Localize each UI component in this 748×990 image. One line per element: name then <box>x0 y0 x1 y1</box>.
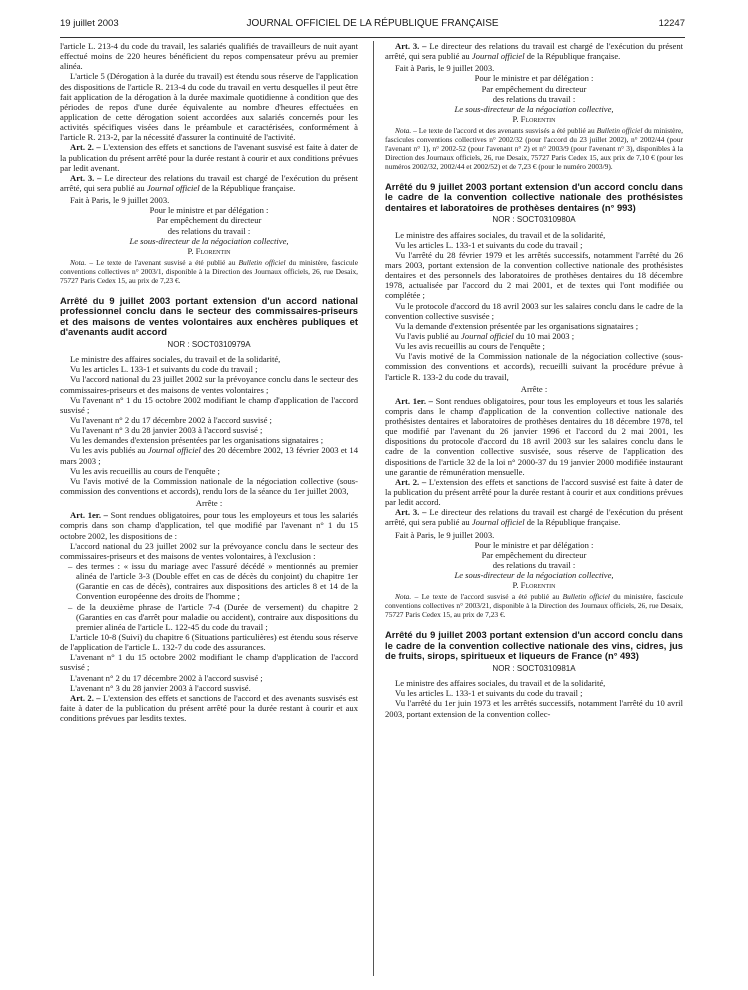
paragraph: L'avenant n° 2 du 17 décembre 2002 à l'accord susvisé ; <box>70 672 263 683</box>
paragraph: Vu l'arrêté du 1er juin 1973 et les arrêtés successifs, notamment l'arrêté du 10 avril 2003, portant extension de la convention collec- <box>385 698 683 719</box>
decree-title: Arrêté du 9 juillet 2003 portant extension d'un accord conclu dans le cadre de la convention collective nationale des vins, cidres, jus de fruits, sirops, spiritueux et liqueurs de France (n° 493) <box>385 629 683 662</box>
paragraph: Vu l'avenant n° 3 du 28 janvier 2003 à l'accord susvisé ; <box>70 425 263 436</box>
paragraph: Vu l'accord national du 23 juillet 2002 sur la prévoyance conclu dans le secteur des commissaires-priseurs et des maisons de ventes volontaires ; <box>60 374 358 395</box>
article-3: Art. 3. – Le directeur des relations du travail est chargé de l'exécution du présent arrêté, qui sera publié au Journal officiel de la République française. <box>60 172 359 193</box>
paragraph: Vu l'avis motivé de la Commission nationale de la négociation collective (sous-commission des conventions et accords), recueilli suivant la procédure prévue à l'article R. 133-2 du code du travail, <box>385 351 683 382</box>
arrete-heading: Arrête : <box>520 383 548 394</box>
article-2: Art. 2. – L'extension des effets et sanctions de l'accord et des avenants susvisés est faite à dater de la publication du présent arrêté pour la durée restant à courir et aux conditions prévues par lesdits textes. <box>60 692 358 724</box>
page-number: 12247 <box>658 18 685 29</box>
decree-title: Arrêté du 9 juillet 2003 portant extension d'un accord national professionnel conclu dans le secteur des commissaires-priseurs et des maisons de ventes volontaires aux enchères publiques et d'avenants audit accord <box>60 294 358 338</box>
right-column <box>385 41 683 719</box>
paragraph: Vu l'avenant n° 2 du 17 décembre 2002 à l'accord susvisé ; <box>70 414 272 425</box>
article-2: Art. 2. – L'extension des effets et sanctions de l'avenant susvisé est faite à dater de la publication du présent arrêté pour la durée restant à courir et aux conditions prévues par ledit avenant. <box>60 142 358 173</box>
signature-date: Fait à Paris, le 9 juillet 2003. <box>395 63 495 74</box>
paragraph: Vu les articles L. 133-1 et suivants du code du travail ; <box>395 239 583 250</box>
header-date: 19 juillet 2003 <box>60 18 119 29</box>
decree-title: Arrêté du 9 juillet 2003 portant extension d'un accord conclu dans le cadre de la convention collective nationale des prothésistes dentaires et laboratoires de prothèses dentaires (n° 993) <box>385 180 683 213</box>
list-item: – de la deuxième phrase de l'article 7-4 (Durée de versement) du chapitre 2 (Garanties en cas d'arrêt pour maladie ou accident), contraire aux dispositions du premier alinéa de l'article L. 122-45 du code du travail ; <box>68 601 358 632</box>
paragraph: Vu l'arrêté du 28 février 1979 et les arrêtés successifs, notamment l'arrêté du 26 mars 2003, portant extension de la convention collective nationale des prothésistes dentaires et des personnels des laboratoires de prothèses dentaires du 18 décembre 1978, actualisée par l'accord du 2 mai 2001, et de textes qui l'ont modifiée ou complétée ; <box>385 249 683 301</box>
signature-block: Pour le ministre et par délégation : Par empêchement du directeur des relations du travail : Le sous-directeur de la négociation collective, P. Florentin <box>385 73 683 124</box>
paragraph: L'avenant n° 3 du 28 janvier 2003 à l'accord susvisé. <box>70 682 251 693</box>
article-1: Art. 1er. – Sont rendues obligatoires, pour tous les employeurs et tous les salariés compris dans son champ d'application, tel que modifié par l'avenant n° 1 du 15 octobre 2002, les dispositions de : <box>60 510 358 541</box>
paragraph: L'article 5 (Dérogation à la durée du travail) est étendu sous réserve de l'application des dispositions de l'article R. 213-4 du code du travail en vertu desquelles il peut être fait application de la dérogation à la durée maximale quotidienne à condition que des périodes de repos d'une durée équivalente au nombre d'heures effectuées en application de cette dérogation soient accordées aux salariés concernés pour les activités spécifiques visées dans le préambule et caractérisées, conformément à l'article R. 213-2, par la nécessité d'assurer la continuité de l'activité. <box>60 71 358 143</box>
nor-reference: NOR : SOCT0310980A <box>492 215 576 225</box>
nota: Nota. – Le texte de l'accord susvisé a été publié au Bulletin officiel du ministère, fascicule conventions collectives n° 2003/21, disponible à la Direction des Journaux officiels, 26, rue Desaix, 75727 Paris Cedex 15, au prix de 7,23 €. <box>385 592 684 620</box>
left-column <box>60 41 358 723</box>
paragraph: Vu les articles L. 133-1 et suivants du code du travail ; <box>70 364 258 375</box>
signatory-name: P. Florentin <box>512 580 556 591</box>
list-item: – des termes : « issu du mariage avec l'assuré décédé » mentionnés au premier alinéa de l'article 3-3 (Double effet en cas de décès du conjoint) du chapitre 1er (Garantie en cas de décès), contraires aux dispositions des articles 8 et 14 de la Convention européenne des droits de l'homme ; <box>68 560 358 602</box>
paragraph: Vu les avis recueillis au cours de l'enquête ; <box>395 341 545 352</box>
paragraph: Le ministre des affaires sociales, du travail et de la solidarité, <box>395 229 606 240</box>
article-1: Art. 1er. – Sont rendues obligatoires, pour tous les employeurs et tous les salariés compris dans le champ d'application de la convention collective nationale des prothésistes dentaires et laboratoires de prothèses dentaires du 18 décembre 1978, tel que modifié par l'avenant du 26 janvier 1996 et l'accord du 2 mai 2001, les dispositions du protocole d'accord du 18 avril 2003 sur les salaires conclu dans le cadre de la convention collective susvisée, sous réserve de l'application des dispositions de l'article 32 de la loi n° 2000-37 du 19 janvier 2000 modifiée instaurant une garantie de rémunération mensuelle. <box>385 395 683 477</box>
paragraph: L'article 10-8 (Suivi) du chapitre 6 (Situations particulières) est étendu sous réserve de l'application de l'article L. 132-7 du code des assurances. <box>60 631 358 653</box>
signature-block: Pour le ministre et par délégation : Par empêchement du directeur des relations du travail : Le sous-directeur de la négociation collective, P. Florentin <box>60 205 358 256</box>
paragraph: Le ministre des affaires sociales, du travail et de la solidarité, <box>395 678 606 689</box>
paragraph: Vu l'avenant n° 1 du 15 octobre 2002 modifiant le champ d'application de l'accord susvisé ; <box>60 394 358 415</box>
paragraph: Vu le protocole d'accord du 18 avril 2003 sur les salaires conclu dans le cadre de la convention collective susvisée ; <box>385 300 683 321</box>
paragraph: L'accord national du 23 juillet 2002 sur la prévoyance conclu dans le secteur des commissaires-priseurs et des maisons de ventes volontaires, à l'exclusion : <box>60 540 358 561</box>
paragraph: Vu la demande d'extension présentée par les organisations signataires ; <box>395 320 639 331</box>
article-3: Art. 3. – Le directeur des relations du travail est chargé de l'exécution du présent arrêté, qui sera publié au Journal officiel de la République française. <box>385 41 684 62</box>
paragraph: Le ministre des affaires sociales, du travail et de la solidarité, <box>70 354 281 365</box>
article-3: Art. 3. – Le directeur des relations du travail est chargé de l'exécution du présent arrêté, qui sera publié au Journal officiel de la République française. <box>385 507 684 528</box>
signatory-name: P. Florentin <box>512 113 556 124</box>
page-header <box>60 18 685 32</box>
paragraph: l'article L. 213-4 du code du travail, les salariés qualifiés de travailleurs de nuit ayant effectué moins de 220 heures bénéficient du repos compensateur prévu au premier alinéa. <box>60 41 358 72</box>
article-2: Art. 2. – L'extension des effets et sanctions de l'accord susvisé est faite à dater de la publication du présent arrêté pour la durée restant à courir et aux conditions prévues par ledit accord. <box>385 476 683 508</box>
nor-reference: NOR : SOCT0310981A <box>492 663 576 673</box>
paragraph: L'avenant n° 1 du 15 octobre 2002 modifiant le champ d'application de l'accord susvisé ; <box>60 652 358 673</box>
paragraph: Vu les avis publiés au Journal officiel des 20 décembre 2002, 13 février 2003 et 14 mars 2003 ; <box>60 445 358 466</box>
arrete-heading: Arrête : <box>195 498 223 509</box>
signature-date: Fait à Paris, le 9 juillet 2003. <box>70 195 170 206</box>
article-label: Art. 2. – <box>70 142 101 153</box>
paragraph: Vu les articles L. 133-1 et suivants du code du travail ; <box>395 688 583 699</box>
journal-title: JOURNAL OFFICIEL DE LA RÉPUBLIQUE FRANÇAISE <box>246 18 499 29</box>
paragraph: Vu les demandes d'extension présentées par les organisations signataires ; <box>70 435 324 446</box>
nota: Nota. – Le texte de l'avenant susvisé a été publié au Bulletin officiel du ministère, fascicule conventions collectives n° 2003/1, disponible à la Direction des Journaux officiels, 26, rue Desaix, 75727 Paris Cedex 15, au prix de 7,23 €. <box>60 257 359 285</box>
header-rule <box>60 37 685 38</box>
paragraph: Vu les avis recueillis au cours de l'enquête ; <box>70 465 220 476</box>
signature-block: Pour le ministre et par délégation : Par empêchement du directeur des relations du travail : Le sous-directeur de la négociation collective, P. Florentin <box>385 540 683 591</box>
signatory-name: P. Florentin <box>187 245 231 256</box>
nor-reference: NOR : SOCT0310979A <box>167 339 251 349</box>
column-divider <box>373 41 374 976</box>
nota: Nota. – Le texte de l'accord et des avenants susvisés a été publié au Bulletin officiel du ministère, fascicules conventions collectives n° 2002/32 (pour l'accord du 23 juillet 2002), n° 2002/44 (pour l'avenant n° 1), n° 2002-52 (pour l'avenant n° 2) et n° 2003/9 (pour l'avenant n° 3), disponibles à la Direction des Journaux officiels, 26, rue Desaix, 75727 Paris Cedex 15, aux prix de 7,10 € (pour les numéros 2002/32, 2002/44 et 2002/52) et de 7,23 € (pour le numéro 2003/9). <box>385 126 683 171</box>
signature-date: Fait à Paris, le 9 juillet 2003. <box>395 529 495 540</box>
paragraph: Vu l'avis publié au Journal officiel du 10 mai 2003 ; <box>395 330 575 341</box>
paragraph: Vu l'avis motivé de la Commission nationale de la négociation collective (sous-commission des conventions et accords), rendu lors de la séance du 1er juillet 2003, <box>60 475 358 496</box>
article-label: Art. 3. – <box>70 172 102 183</box>
